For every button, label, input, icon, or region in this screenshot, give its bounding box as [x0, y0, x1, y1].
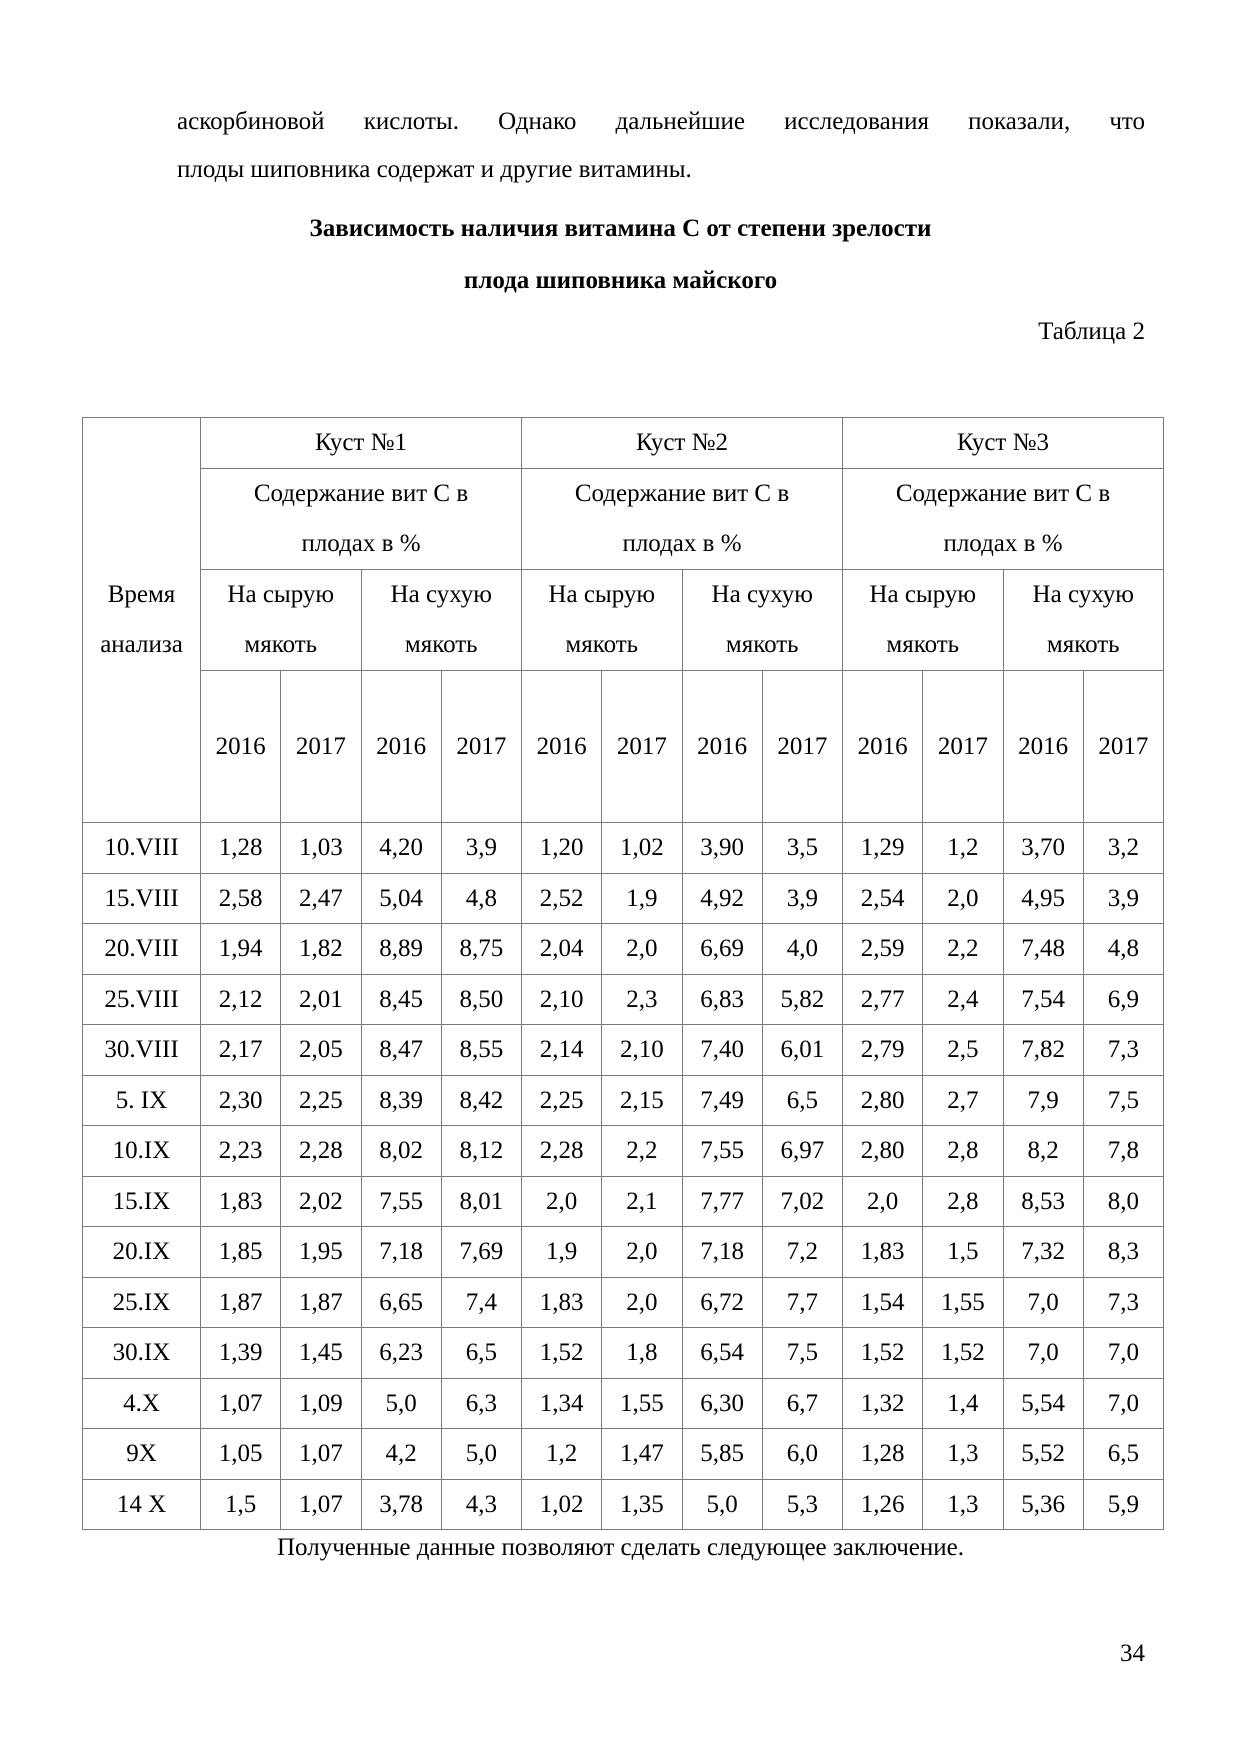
value-cell: 1,32: [843, 1378, 923, 1429]
table-row: [83, 1479, 1164, 1530]
year-header: 2016: [201, 671, 281, 823]
time-cell: 15.IX: [83, 1176, 201, 1227]
value-cell: 2,01: [281, 974, 361, 1025]
value-cell: 5,0: [361, 1378, 441, 1429]
value-cell: 5,82: [762, 974, 842, 1025]
value-cell: 2,7: [923, 1075, 1003, 1126]
value-cell: 1,20: [522, 823, 602, 874]
value-cell: 2,28: [522, 1126, 602, 1177]
value-cell: 5,04: [361, 873, 441, 924]
value-cell: 5,54: [1003, 1378, 1083, 1429]
dry-pulp-header: На сухую мякоть: [1003, 570, 1164, 671]
bush-2-header: Куст №2: [522, 418, 843, 469]
table-body: [83, 823, 1164, 1530]
value-cell: 2,23: [201, 1126, 281, 1177]
value-cell: 2,79: [843, 1025, 923, 1076]
value-cell: 1,07: [281, 1479, 361, 1530]
value-cell: 7,9: [1003, 1075, 1083, 1126]
value-cell: 2,2: [923, 924, 1003, 975]
value-cell: 2,0: [843, 1176, 923, 1227]
value-cell: 7,40: [682, 1025, 762, 1076]
time-cell: 20.VIII: [83, 924, 201, 975]
value-cell: 1,55: [602, 1378, 682, 1429]
value-cell: 7,02: [762, 1176, 842, 1227]
value-cell: 1,2: [923, 823, 1003, 874]
value-cell: 2,28: [281, 1126, 361, 1177]
value-cell: 2,5: [923, 1025, 1003, 1076]
value-cell: 6,3: [441, 1378, 521, 1429]
value-cell: 8,2: [1003, 1126, 1083, 1177]
value-cell: 2,15: [602, 1075, 682, 1126]
table-row: [83, 1277, 1164, 1328]
value-cell: 3,2: [1083, 823, 1163, 874]
value-cell: 7,0: [1003, 1328, 1083, 1379]
value-cell: 1,9: [602, 873, 682, 924]
value-cell: 2,80: [843, 1126, 923, 1177]
value-cell: 1,5: [201, 1479, 281, 1530]
time-cell: 25.IX: [83, 1277, 201, 1328]
value-cell: 4,92: [682, 873, 762, 924]
value-cell: 1,9: [522, 1227, 602, 1278]
value-cell: 6,65: [361, 1277, 441, 1328]
dry-pulp-header: На сухую мякоть: [682, 570, 843, 671]
value-cell: 7,3: [1083, 1277, 1163, 1328]
value-cell: 5,0: [441, 1429, 521, 1480]
year-header: 2017: [762, 671, 842, 823]
intro-paragraph: [177, 98, 1145, 194]
time-cell: 5. IX: [83, 1075, 201, 1126]
value-cell: 8,53: [1003, 1176, 1083, 1227]
time-cell: 4.X: [83, 1378, 201, 1429]
value-cell: 5,52: [1003, 1429, 1083, 1480]
table-title-line-1: Зависимость наличия витамина С от степени зрелости: [309, 215, 932, 242]
conclusion-text: Полученные данные позволяют сделать следующее заключение.: [277, 1534, 964, 1561]
header-row-content: [83, 469, 1164, 570]
value-cell: 1,52: [923, 1328, 1003, 1379]
value-cell: 2,25: [522, 1075, 602, 1126]
table-row: [83, 1227, 1164, 1278]
time-cell: 10.VIII: [83, 823, 201, 874]
year-header: 2017: [281, 671, 361, 823]
value-cell: 2,80: [843, 1075, 923, 1126]
value-cell: 7,54: [1003, 974, 1083, 1025]
dry-pulp-header: На сухую мякоть: [361, 570, 522, 671]
value-cell: 2,10: [522, 974, 602, 1025]
value-cell: 6,5: [1083, 1429, 1163, 1480]
value-cell: 7,3: [1083, 1025, 1163, 1076]
value-cell: 2,3: [602, 974, 682, 1025]
value-cell: 6,5: [441, 1328, 521, 1379]
value-cell: 2,0: [602, 924, 682, 975]
time-header: Время анализа: [83, 418, 201, 823]
value-cell: 1,52: [522, 1328, 602, 1379]
value-cell: 8,3: [1083, 1227, 1163, 1278]
value-cell: 3,9: [1083, 873, 1163, 924]
value-cell: 1,2: [522, 1429, 602, 1480]
value-cell: 1,82: [281, 924, 361, 975]
time-cell: 30.VIII: [83, 1025, 201, 1076]
value-cell: 7,5: [1083, 1075, 1163, 1126]
value-cell: 8,12: [441, 1126, 521, 1177]
year-header: 2017: [1083, 671, 1163, 823]
value-cell: 8,01: [441, 1176, 521, 1227]
value-cell: 7,18: [682, 1227, 762, 1278]
value-cell: 6,01: [762, 1025, 842, 1076]
value-cell: 2,8: [923, 1126, 1003, 1177]
time-cell: 9X: [83, 1429, 201, 1480]
value-cell: 2,14: [522, 1025, 602, 1076]
value-cell: 6,97: [762, 1126, 842, 1177]
value-cell: 7,0: [1083, 1378, 1163, 1429]
table-row: [83, 873, 1164, 924]
bush-1-header: Куст №1: [201, 418, 522, 469]
value-cell: 1,55: [923, 1277, 1003, 1328]
value-cell: 2,0: [602, 1277, 682, 1328]
value-cell: 2,02: [281, 1176, 361, 1227]
value-cell: 3,78: [361, 1479, 441, 1530]
value-cell: 1,07: [281, 1429, 361, 1480]
value-cell: 1,28: [843, 1429, 923, 1480]
value-cell: 8,42: [441, 1075, 521, 1126]
value-cell: 8,47: [361, 1025, 441, 1076]
table-row: [83, 1075, 1164, 1126]
table-row: [83, 1126, 1164, 1177]
value-cell: 7,8: [1083, 1126, 1163, 1177]
value-cell: 1,39: [201, 1328, 281, 1379]
value-cell: 7,32: [1003, 1227, 1083, 1278]
value-cell: 2,10: [602, 1025, 682, 1076]
value-cell: 7,49: [682, 1075, 762, 1126]
value-cell: 1,4: [923, 1378, 1003, 1429]
value-cell: 1,87: [201, 1277, 281, 1328]
value-cell: 1,94: [201, 924, 281, 975]
year-header: 2016: [682, 671, 762, 823]
header-row-years: [83, 671, 1164, 823]
value-cell: 8,55: [441, 1025, 521, 1076]
table-row: [83, 1025, 1164, 1076]
value-cell: 2,8: [923, 1176, 1003, 1227]
year-header: 2017: [923, 671, 1003, 823]
value-cell: 4,3: [441, 1479, 521, 1530]
table-row: [83, 1378, 1164, 1429]
value-cell: 7,77: [682, 1176, 762, 1227]
value-cell: 7,0: [1083, 1328, 1163, 1379]
value-cell: 2,77: [843, 974, 923, 1025]
value-cell: 7,69: [441, 1227, 521, 1278]
value-cell: 8,02: [361, 1126, 441, 1177]
value-cell: 5,3: [762, 1479, 842, 1530]
year-header: 2016: [361, 671, 441, 823]
value-cell: 3,70: [1003, 823, 1083, 874]
time-cell: 10.IX: [83, 1126, 201, 1177]
table-row: [83, 1429, 1164, 1480]
value-cell: 8,89: [361, 924, 441, 975]
raw-pulp-header: На сырую мякоть: [522, 570, 683, 671]
value-cell: 2,2: [602, 1126, 682, 1177]
value-cell: 1,85: [201, 1227, 281, 1278]
value-cell: 3,5: [762, 823, 842, 874]
value-cell: 3,9: [762, 873, 842, 924]
value-cell: 1,07: [201, 1378, 281, 1429]
header-row-pulp: [83, 570, 1164, 671]
value-cell: 2,54: [843, 873, 923, 924]
value-cell: 8,75: [441, 924, 521, 975]
value-cell: 2,58: [201, 873, 281, 924]
value-cell: 1,87: [281, 1277, 361, 1328]
value-cell: 4,8: [441, 873, 521, 924]
value-cell: 7,55: [682, 1126, 762, 1177]
value-cell: 1,8: [602, 1328, 682, 1379]
year-header: 2016: [522, 671, 602, 823]
value-cell: 7,0: [1003, 1277, 1083, 1328]
table-row: [83, 1176, 1164, 1227]
value-cell: 6,0: [762, 1429, 842, 1480]
value-cell: 1,83: [201, 1176, 281, 1227]
value-cell: 6,30: [682, 1378, 762, 1429]
value-cell: 1,47: [602, 1429, 682, 1480]
time-cell: 15.VIII: [83, 873, 201, 924]
intro-line-1: аскорбиновой кислоты. Однако дальнейшие исследования показали, что: [177, 108, 1145, 135]
value-cell: 3,9: [441, 823, 521, 874]
value-cell: 1,3: [923, 1479, 1003, 1530]
table-label: Таблица 2: [1038, 318, 1145, 345]
time-cell: 14 X: [83, 1479, 201, 1530]
value-cell: 1,34: [522, 1378, 602, 1429]
value-cell: 1,02: [602, 823, 682, 874]
year-header: 2016: [1003, 671, 1083, 823]
value-cell: 4,20: [361, 823, 441, 874]
value-cell: 4,95: [1003, 873, 1083, 924]
value-cell: 4,0: [762, 924, 842, 975]
value-cell: 1,35: [602, 1479, 682, 1530]
value-cell: 1,26: [843, 1479, 923, 1530]
time-cell: 20.IX: [83, 1227, 201, 1278]
value-cell: 1,83: [522, 1277, 602, 1328]
value-cell: 2,30: [201, 1075, 281, 1126]
value-cell: 4,8: [1083, 924, 1163, 975]
value-cell: 7,55: [361, 1176, 441, 1227]
table-title-line-2: плода шиповника майского: [463, 267, 778, 294]
value-cell: 1,3: [923, 1429, 1003, 1480]
value-cell: 1,54: [843, 1277, 923, 1328]
value-cell: 1,05: [201, 1429, 281, 1480]
content-header: Содержание вит С в плодах в %: [522, 469, 843, 570]
year-header: 2017: [441, 671, 521, 823]
value-cell: 8,45: [361, 974, 441, 1025]
value-cell: 7,2: [762, 1227, 842, 1278]
value-cell: 2,12: [201, 974, 281, 1025]
header-row-bushes: [83, 418, 1164, 469]
value-cell: 2,17: [201, 1025, 281, 1076]
value-cell: 2,59: [843, 924, 923, 975]
value-cell: 7,18: [361, 1227, 441, 1278]
value-cell: 6,83: [682, 974, 762, 1025]
time-cell: 25.VIII: [83, 974, 201, 1025]
value-cell: 1,5: [923, 1227, 1003, 1278]
value-cell: 2,47: [281, 873, 361, 924]
vitamin-c-table: [82, 417, 1164, 1530]
time-cell: 30.IX: [83, 1328, 201, 1379]
year-header: 2016: [843, 671, 923, 823]
value-cell: 2,0: [522, 1176, 602, 1227]
value-cell: 2,1: [602, 1176, 682, 1227]
value-cell: 6,72: [682, 1277, 762, 1328]
value-cell: 1,95: [281, 1227, 361, 1278]
value-cell: 6,7: [762, 1378, 842, 1429]
value-cell: 1,83: [843, 1227, 923, 1278]
value-cell: 1,09: [281, 1378, 361, 1429]
value-cell: 8,50: [441, 974, 521, 1025]
value-cell: 5,85: [682, 1429, 762, 1480]
value-cell: 2,0: [923, 873, 1003, 924]
table-row: [83, 974, 1164, 1025]
value-cell: 1,29: [843, 823, 923, 874]
value-cell: 8,0: [1083, 1176, 1163, 1227]
value-cell: 6,23: [361, 1328, 441, 1379]
value-cell: 2,05: [281, 1025, 361, 1076]
value-cell: 3,90: [682, 823, 762, 874]
raw-pulp-header: На сырую мякоть: [201, 570, 362, 671]
value-cell: 2,04: [522, 924, 602, 975]
year-header: 2017: [602, 671, 682, 823]
value-cell: 6,69: [682, 924, 762, 975]
value-cell: 2,25: [281, 1075, 361, 1126]
value-cell: 1,02: [522, 1479, 602, 1530]
value-cell: 7,4: [441, 1277, 521, 1328]
value-cell: 7,7: [762, 1277, 842, 1328]
page-number: 34: [1120, 1640, 1145, 1667]
value-cell: 2,52: [522, 873, 602, 924]
bush-3-header: Куст №3: [843, 418, 1164, 469]
value-cell: 7,82: [1003, 1025, 1083, 1076]
value-cell: 5,0: [682, 1479, 762, 1530]
raw-pulp-header: На сырую мякоть: [843, 570, 1004, 671]
value-cell: 7,48: [1003, 924, 1083, 975]
value-cell: 8,39: [361, 1075, 441, 1126]
value-cell: 5,9: [1083, 1479, 1163, 1530]
value-cell: 6,54: [682, 1328, 762, 1379]
content-header: Содержание вит С в плодах в %: [843, 469, 1164, 570]
value-cell: 7,5: [762, 1328, 842, 1379]
value-cell: 5,36: [1003, 1479, 1083, 1530]
value-cell: 1,03: [281, 823, 361, 874]
value-cell: 6,9: [1083, 974, 1163, 1025]
value-cell: 6,5: [762, 1075, 842, 1126]
value-cell: 2,4: [923, 974, 1003, 1025]
value-cell: 4,2: [361, 1429, 441, 1480]
table-row: [83, 823, 1164, 874]
table-row: [83, 924, 1164, 975]
table-row: [83, 1328, 1164, 1379]
value-cell: 1,45: [281, 1328, 361, 1379]
value-cell: 1,52: [843, 1328, 923, 1379]
intro-line-2: плоды шиповника содержат и другие витамины.: [177, 156, 692, 183]
value-cell: 2,0: [602, 1227, 682, 1278]
content-header: Содержание вит С в плодах в %: [201, 469, 522, 570]
value-cell: 1,28: [201, 823, 281, 874]
